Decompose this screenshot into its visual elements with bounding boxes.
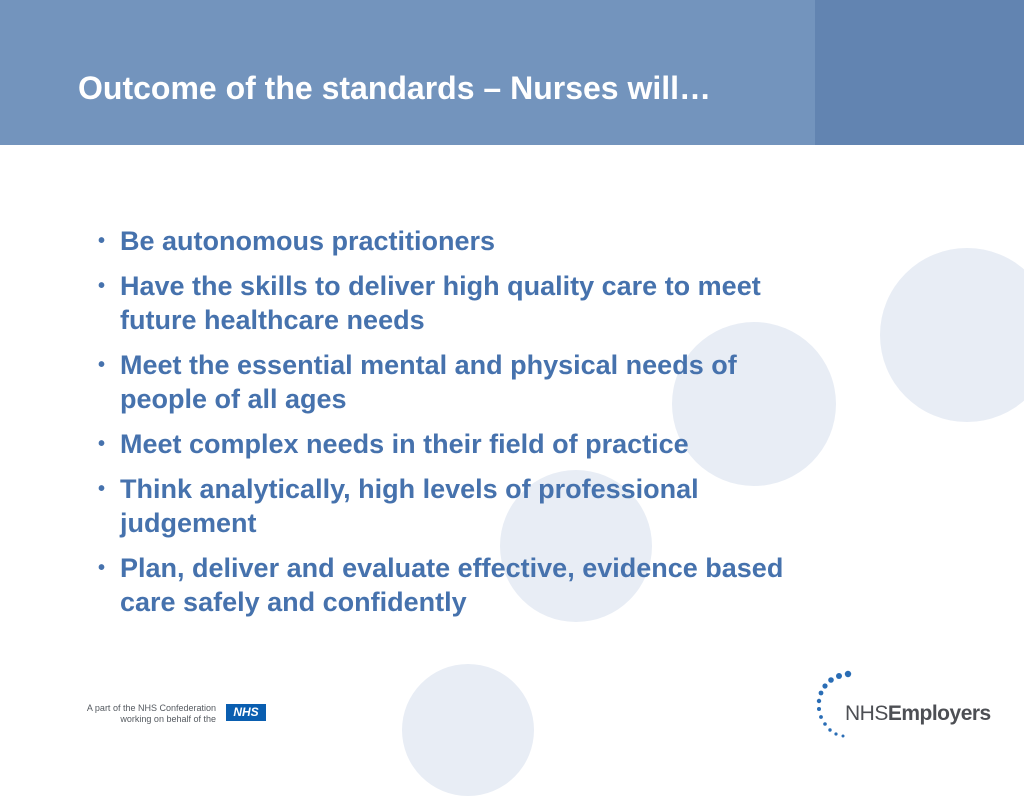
bullet-marker: •	[98, 433, 106, 455]
bullet-list	[98, 224, 813, 630]
logo-wordmark	[845, 702, 991, 726]
bullet-item	[98, 269, 813, 337]
decorative-circle	[402, 664, 534, 796]
title-banner-accent	[815, 0, 1024, 145]
bullet-marker: •	[98, 275, 106, 297]
bullet-text: Meet complex needs in their field of practice	[120, 429, 689, 459]
confederation-line-1: A part of the NHS Confederation	[86, 703, 216, 713]
nhs-logo: NHS	[226, 704, 266, 721]
bullet-item	[98, 551, 813, 619]
logo-name: Employers	[887, 702, 991, 725]
nhs-employers-logo	[812, 668, 992, 748]
bullet-text: Plan, deliver and evaluate effective, evidence based care safely and confidently	[120, 553, 784, 617]
bullet-item	[98, 224, 813, 258]
decorative-circle	[880, 248, 1024, 422]
bullet-marker: •	[98, 230, 106, 252]
bullet-item	[98, 472, 813, 540]
bullet-text: Think analytically, high levels of professional judgement	[120, 474, 699, 538]
bullet-item	[98, 427, 813, 461]
bullet-text: Have the skills to deliver high quality care to meet future healthcare needs	[120, 271, 761, 335]
bullet-text: Be autonomous practitioners	[120, 226, 496, 256]
bullet-item	[98, 348, 813, 416]
slide-title: Outcome of the standards – Nurses will…	[78, 70, 712, 106]
confederation-line-2: working on behalf of the	[120, 714, 216, 724]
title-banner	[0, 0, 1024, 145]
bullet-marker: •	[98, 557, 106, 579]
logo-prefix: NHS	[845, 702, 888, 725]
confederation-note	[76, 703, 216, 725]
bullet-text: Meet the essential mental and physical needs of people of all ages	[120, 350, 737, 414]
bullet-marker: •	[98, 354, 106, 376]
bullet-marker: •	[98, 478, 106, 500]
